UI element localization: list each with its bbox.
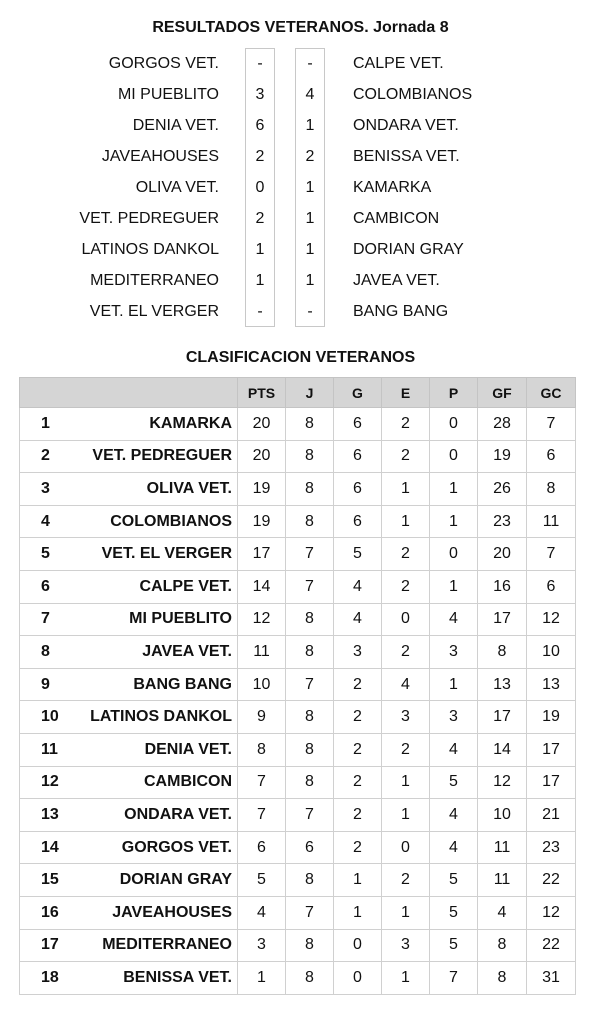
goals-against-cell: 22 (527, 864, 576, 897)
lost-cell: 5 (430, 896, 478, 929)
goals-for-cell: 23 (478, 505, 527, 538)
position-cell: 7 (20, 603, 71, 636)
table-row (20, 864, 576, 897)
played-cell: 8 (286, 733, 334, 766)
match-row (0, 172, 601, 203)
points-cell: 19 (238, 473, 286, 506)
away-team: KAMARKA (353, 179, 432, 196)
lost-cell: 7 (430, 962, 478, 995)
table-row (20, 538, 576, 571)
match-row (0, 141, 601, 172)
score-box-edge (295, 48, 325, 49)
away-team: CALPE VET. (353, 55, 444, 72)
team-name-cell: CAMBICON (71, 766, 238, 799)
points-cell: 20 (238, 408, 286, 441)
won-cell: 2 (334, 701, 382, 734)
team-name-cell: COLOMBIANOS (71, 505, 238, 538)
lost-cell: 4 (430, 603, 478, 636)
points-cell: 4 (238, 896, 286, 929)
team-name-cell: BANG BANG (71, 668, 238, 701)
table-row (20, 896, 576, 929)
won-cell: 2 (334, 766, 382, 799)
goals-against-cell: 11 (527, 505, 576, 538)
goals-for-cell: 20 (478, 538, 527, 571)
won-cell: 6 (334, 440, 382, 473)
goals-against-cell: 17 (527, 766, 576, 799)
home-team: JAVEAHOUSES (101, 148, 219, 165)
team-name-cell: KAMARKA (71, 408, 238, 441)
won-cell: 6 (334, 408, 382, 441)
away-score: 1 (295, 172, 325, 203)
drawn-cell: 1 (382, 766, 430, 799)
goals-against-cell: 7 (527, 538, 576, 571)
goals-against-cell: 21 (527, 799, 576, 832)
position-cell: 17 (20, 929, 71, 962)
lost-cell: 5 (430, 929, 478, 962)
home-team: VET. PEDREGUER (79, 210, 219, 227)
away-team: BANG BANG (353, 303, 449, 320)
lost-cell: 0 (430, 538, 478, 571)
won-cell: 1 (334, 896, 382, 929)
col-team-header (71, 378, 238, 408)
standings-title: CLASIFICACION VETERANOS (185, 349, 416, 366)
won-cell: 6 (334, 473, 382, 506)
drawn-cell: 1 (382, 473, 430, 506)
lost-cell: 4 (430, 733, 478, 766)
match-row (0, 203, 601, 234)
drawn-cell: 1 (382, 799, 430, 832)
position-cell: 15 (20, 864, 71, 897)
drawn-cell: 4 (382, 668, 430, 701)
match-row (0, 234, 601, 265)
home-team: MEDITERRANEO (90, 272, 219, 289)
won-cell: 6 (334, 505, 382, 538)
goals-for-cell: 28 (478, 408, 527, 441)
away-team: BENISSA VET. (353, 148, 460, 165)
team-name-cell: DORIAN GRAY (71, 864, 238, 897)
goals-for-cell: 11 (478, 864, 527, 897)
match-row (0, 110, 601, 141)
goals-for-cell: 14 (478, 733, 527, 766)
team-name-cell: ONDARA VET. (71, 799, 238, 832)
home-team: GORGOS VET. (108, 55, 219, 72)
away-team: JAVEA VET. (353, 272, 440, 289)
played-cell: 8 (286, 473, 334, 506)
team-name-cell: JAVEA VET. (71, 636, 238, 669)
team-name-cell: MI PUEBLITO (71, 603, 238, 636)
goals-against-cell: 7 (527, 408, 576, 441)
home-score: 0 (245, 172, 275, 203)
home-score: 1 (245, 234, 275, 265)
points-cell: 19 (238, 505, 286, 538)
lost-cell: 5 (430, 766, 478, 799)
drawn-cell: 1 (382, 896, 430, 929)
goals-for-cell: 13 (478, 668, 527, 701)
won-cell: 2 (334, 831, 382, 864)
lost-cell: 4 (430, 799, 478, 832)
drawn-cell: 1 (382, 505, 430, 538)
drawn-cell: 2 (382, 733, 430, 766)
played-cell: 8 (286, 766, 334, 799)
lost-cell: 3 (430, 701, 478, 734)
won-cell: 2 (334, 668, 382, 701)
team-name-cell: MEDITERRANEO (71, 929, 238, 962)
goals-for-cell: 12 (478, 766, 527, 799)
col-pos-header (20, 378, 71, 408)
goals-against-cell: 8 (527, 473, 576, 506)
position-cell: 6 (20, 570, 71, 603)
goals-against-cell: 22 (527, 929, 576, 962)
drawn-cell: 2 (382, 570, 430, 603)
lost-cell: 0 (430, 440, 478, 473)
results-list (0, 48, 601, 327)
drawn-cell: 3 (382, 701, 430, 734)
points-cell: 17 (238, 538, 286, 571)
goals-against-cell: 17 (527, 733, 576, 766)
match-row (0, 296, 601, 327)
team-name-cell: DENIA VET. (71, 733, 238, 766)
points-cell: 11 (238, 636, 286, 669)
goals-for-cell: 16 (478, 570, 527, 603)
score-box-edge (245, 326, 275, 327)
table-row (20, 505, 576, 538)
home-team: MI PUEBLITO (117, 86, 219, 103)
score-box-edge (245, 48, 275, 49)
lost-cell: 1 (430, 668, 478, 701)
drawn-cell: 2 (382, 636, 430, 669)
points-cell: 20 (238, 440, 286, 473)
away-score: 1 (295, 234, 325, 265)
played-cell: 8 (286, 408, 334, 441)
away-score: - (295, 48, 325, 79)
team-name-cell: LATINOS DANKOL (71, 701, 238, 734)
team-name-cell: GORGOS VET. (71, 831, 238, 864)
played-cell: 8 (286, 636, 334, 669)
team-name-cell: VET. EL VERGER (71, 538, 238, 571)
away-score: 1 (295, 265, 325, 296)
table-row (20, 929, 576, 962)
standings-table (19, 377, 576, 995)
home-score: 1 (245, 265, 275, 296)
table-row (20, 636, 576, 669)
won-cell: 3 (334, 636, 382, 669)
goals-for-cell: 26 (478, 473, 527, 506)
points-cell: 7 (238, 799, 286, 832)
position-cell: 5 (20, 538, 71, 571)
goals-for-cell: 19 (478, 440, 527, 473)
points-cell: 8 (238, 733, 286, 766)
goals-against-cell: 6 (527, 440, 576, 473)
goals-for-cell: 8 (478, 962, 527, 995)
col-e-header: E (382, 378, 430, 408)
position-cell: 9 (20, 668, 71, 701)
lost-cell: 0 (430, 408, 478, 441)
drawn-cell: 2 (382, 538, 430, 571)
col-j-header: J (286, 378, 334, 408)
home-team: VET. EL VERGER (89, 303, 219, 320)
goals-for-cell: 10 (478, 799, 527, 832)
lost-cell: 4 (430, 831, 478, 864)
points-cell: 12 (238, 603, 286, 636)
away-team: COLOMBIANOS (353, 86, 473, 103)
drawn-cell: 2 (382, 408, 430, 441)
team-name-cell: CALPE VET. (71, 570, 238, 603)
points-cell: 14 (238, 570, 286, 603)
position-cell: 18 (20, 962, 71, 995)
match-row (0, 48, 601, 79)
position-cell: 16 (20, 896, 71, 929)
played-cell: 8 (286, 929, 334, 962)
away-score: - (295, 296, 325, 327)
table-row (20, 603, 576, 636)
drawn-cell: 0 (382, 603, 430, 636)
away-team: ONDARA VET. (353, 117, 459, 134)
played-cell: 8 (286, 962, 334, 995)
position-cell: 12 (20, 766, 71, 799)
home-score: 2 (245, 203, 275, 234)
played-cell: 8 (286, 440, 334, 473)
goals-against-cell: 23 (527, 831, 576, 864)
goals-for-cell: 17 (478, 603, 527, 636)
table-row (20, 799, 576, 832)
away-score: 1 (295, 110, 325, 141)
played-cell: 7 (286, 538, 334, 571)
won-cell: 2 (334, 799, 382, 832)
drawn-cell: 3 (382, 929, 430, 962)
won-cell: 2 (334, 733, 382, 766)
goals-for-cell: 17 (478, 701, 527, 734)
won-cell: 4 (334, 570, 382, 603)
position-cell: 14 (20, 831, 71, 864)
position-cell: 2 (20, 440, 71, 473)
played-cell: 7 (286, 668, 334, 701)
table-row (20, 831, 576, 864)
goals-for-cell: 11 (478, 831, 527, 864)
played-cell: 8 (286, 603, 334, 636)
results-title: RESULTADOS VETERANOS. Jornada 8 (152, 19, 449, 36)
lost-cell: 1 (430, 473, 478, 506)
played-cell: 7 (286, 799, 334, 832)
points-cell: 6 (238, 831, 286, 864)
away-team: DORIAN GRAY (353, 241, 464, 258)
played-cell: 8 (286, 505, 334, 538)
match-row (0, 265, 601, 296)
home-score: - (245, 48, 275, 79)
goals-against-cell: 31 (527, 962, 576, 995)
position-cell: 10 (20, 701, 71, 734)
goals-against-cell: 19 (527, 701, 576, 734)
col-gf-header: GF (478, 378, 527, 408)
home-score: - (245, 296, 275, 327)
away-score: 4 (295, 79, 325, 110)
position-cell: 8 (20, 636, 71, 669)
goals-for-cell: 8 (478, 636, 527, 669)
standings-header-row (20, 378, 576, 408)
home-team: OLIVA VET. (135, 179, 219, 196)
position-cell: 1 (20, 408, 71, 441)
home-team: DENIA VET. (132, 117, 219, 134)
won-cell: 1 (334, 864, 382, 897)
played-cell: 8 (286, 864, 334, 897)
lost-cell: 3 (430, 636, 478, 669)
col-gc-header: GC (527, 378, 576, 408)
team-name-cell: OLIVA VET. (71, 473, 238, 506)
drawn-cell: 2 (382, 864, 430, 897)
col-g-header: G (334, 378, 382, 408)
table-row (20, 473, 576, 506)
points-cell: 5 (238, 864, 286, 897)
table-row (20, 766, 576, 799)
table-row (20, 408, 576, 441)
drawn-cell: 1 (382, 962, 430, 995)
goals-against-cell: 12 (527, 603, 576, 636)
goals-for-cell: 4 (478, 896, 527, 929)
home-score: 6 (245, 110, 275, 141)
home-score: 2 (245, 141, 275, 172)
drawn-cell: 2 (382, 440, 430, 473)
drawn-cell: 0 (382, 831, 430, 864)
points-cell: 10 (238, 668, 286, 701)
played-cell: 7 (286, 896, 334, 929)
lost-cell: 5 (430, 864, 478, 897)
played-cell: 8 (286, 701, 334, 734)
score-box-edge (295, 326, 325, 327)
match-row (0, 79, 601, 110)
won-cell: 0 (334, 929, 382, 962)
col-pts-header: PTS (238, 378, 286, 408)
team-name-cell: VET. PEDREGUER (71, 440, 238, 473)
goals-for-cell: 8 (478, 929, 527, 962)
played-cell: 7 (286, 570, 334, 603)
home-score: 3 (245, 79, 275, 110)
position-cell: 4 (20, 505, 71, 538)
won-cell: 5 (334, 538, 382, 571)
team-name-cell: JAVEAHOUSES (71, 896, 238, 929)
points-cell: 7 (238, 766, 286, 799)
team-name-cell: BENISSA VET. (71, 962, 238, 995)
goals-against-cell: 10 (527, 636, 576, 669)
lost-cell: 1 (430, 505, 478, 538)
played-cell: 6 (286, 831, 334, 864)
table-row (20, 440, 576, 473)
table-row (20, 962, 576, 995)
points-cell: 1 (238, 962, 286, 995)
away-score: 1 (295, 203, 325, 234)
goals-against-cell: 12 (527, 896, 576, 929)
points-cell: 3 (238, 929, 286, 962)
position-cell: 13 (20, 799, 71, 832)
goals-against-cell: 13 (527, 668, 576, 701)
col-p-header: P (430, 378, 478, 408)
table-row (20, 701, 576, 734)
won-cell: 4 (334, 603, 382, 636)
points-cell: 9 (238, 701, 286, 734)
table-row (20, 733, 576, 766)
away-score: 2 (295, 141, 325, 172)
lost-cell: 1 (430, 570, 478, 603)
position-cell: 11 (20, 733, 71, 766)
home-team: LATINOS DANKOL (81, 241, 219, 258)
table-row (20, 668, 576, 701)
goals-against-cell: 6 (527, 570, 576, 603)
away-team: CAMBICON (353, 210, 440, 227)
position-cell: 3 (20, 473, 71, 506)
table-row (20, 570, 576, 603)
won-cell: 0 (334, 962, 382, 995)
